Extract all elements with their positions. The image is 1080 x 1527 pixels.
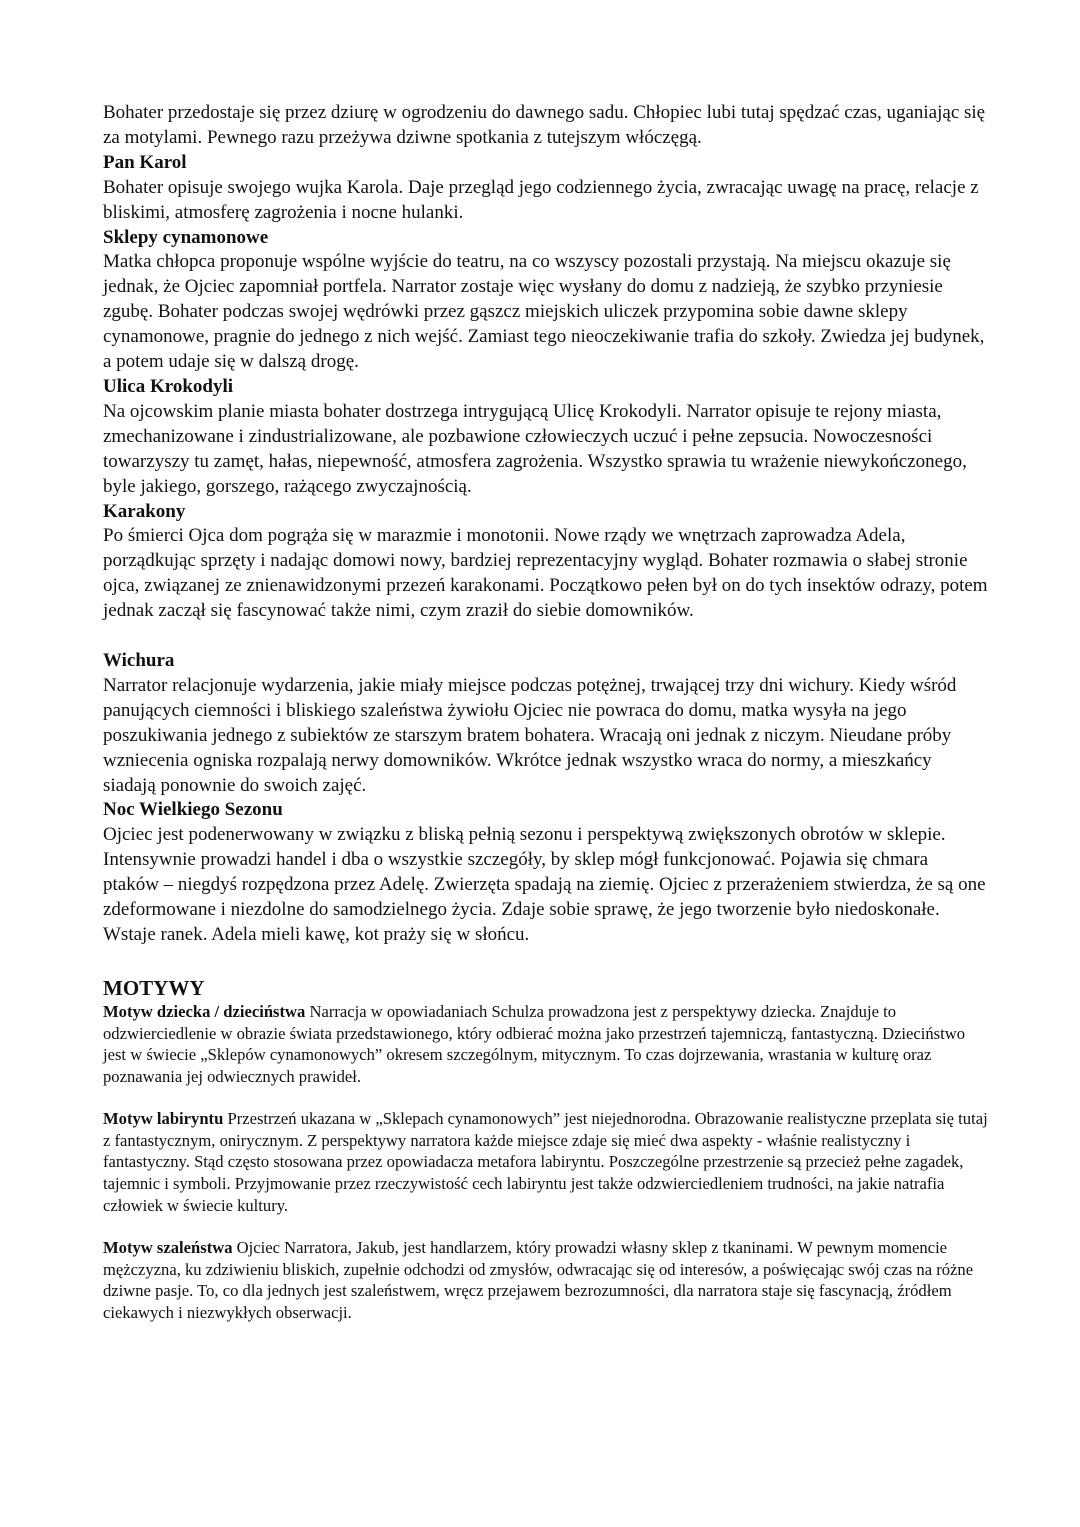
section-wichura (103, 649, 988, 798)
spacer (103, 624, 988, 649)
motif-paragraph (103, 1108, 988, 1216)
section-pan-karol (103, 151, 988, 226)
motif-title: Motyw labiryntu (103, 1109, 224, 1129)
motifs-section (103, 973, 988, 1324)
section-paragraph: Bohater opisuje swojego wujka Karola. Daje przegląd jego codziennego życia, zwracając uwagę na pracę, relacje z bliskimi, atmosferę zagrożenia i nocne hulanki. (103, 176, 979, 223)
motif-text: Przestrzeń ukazana w „Sklepach cynamonowych” jest niejednorodna. Obrazowanie realistyczne przeplata się tutaj z fantastycznym, onirycznym. Z perspektywy narratora każde miejsce zdaje się mieć dwa aspekty - właśnie realistyczny i fantastyczny. Stąd często stosowana przez opowiadacza metafora labiryntu. Poszczególne przestrzenie są przecież pełne zagadek, tajemnic i symboli. Przyjmowanie przez rzeczywistość cech labiryntu jest także odzwierciedleniem trudności, na jakie natrafia człowiek w świecie kultury. (103, 1109, 988, 1215)
spacer (103, 1087, 988, 1108)
section-ulica-krokodyli (103, 375, 988, 500)
section-heading: Karakony (103, 500, 186, 522)
section-heading: Ulica Krokodyli (103, 375, 234, 397)
section-noc-wielkiego-sezonu (103, 798, 988, 947)
section-karakony (103, 500, 988, 625)
spacer (103, 1216, 988, 1237)
section-paragraph: Po śmierci Ojca dom pogrąża się w marazmie i monotonii. Nowe rządy we wnętrzach zaprowadza Adela, porządkując sprzęty i nadając domowi nowy, bardziej reprezentacyjny wygląd. Bohater rozmawia o słabej stronie ojca, związanej ze znienawidzonymi przezeń karakonami. Początkowo pełen był on do tych insektów odrazy, potem jednak zaczął się fascynować także nimi, czym zraził do siebie domowników. (103, 525, 988, 622)
spacer (103, 948, 988, 973)
section-heading: Noc Wielkiego Sezonu (103, 799, 283, 821)
document-page (103, 101, 988, 1324)
section-sklepy-cynamonowe (103, 226, 988, 375)
section-paragraph: Matka chłopca proponuje wspólne wyjście do teatru, na co wszyscy pozostali przystają. Na miejscu okazuje się jednak, że Ojciec zapomniał portfela. Narrator zostaje więc wysłany do domu z nadzieją, że szybko przyniesie zgubę. Bohater podczas swojej wędrówki przez gąszcz miejskich uliczek przypomina sobie dawne sklepy cynamonowe, pragnie do jednego z nich wejść. Zamiast tego nieoczekiwanie trafia do szkoły. Zwiedza jej budynek, a potem udaje się w dalszą drogę. (103, 251, 985, 373)
section-heading: Sklepy cynamonowe (103, 226, 269, 248)
motif-paragraph (103, 1001, 988, 1087)
motifs-heading: MOTYWY (103, 975, 205, 1000)
motif-title: Motyw szaleństwa (103, 1238, 233, 1258)
motif-text: Ojciec Narratora, Jakub, jest handlarzem, który prowadzi własny sklep z tkaninami. W pewnym momencie mężczyzna, ku zdziwieniu bliskich, zupełnie odchodzi od zmysłów, odwracając się od interesów, a poświęcając swój czas na różne dziwne pasje. To, co dla jednych jest szaleństwem, wręcz przejawem bezrozumności, dla narratora staje się fascynacją, źródłem ciekawych i niezwykłych obserwacji. (103, 1238, 974, 1323)
intro-paragraph: Bohater przedostaje się przez dziurę w ogrodzeniu do dawnego sadu. Chłopiec lubi tutaj spędzać czas, uganiając się za motylami. Pewnego razu przeżywa dziwne spotkania z tutejszym włóczęgą. (103, 102, 986, 148)
section-paragraph: Na ojcowskim planie miasta bohater dostrzega intrygującą Ulicę Krokodyli. Narrator opisuje te rejony miasta, zmechanizowane i zindustrializowane, ale pozbawione człowieczych uczuć i pełne zepsucia. Nowoczesności towarzyszy tu zamęt, hałas, niepewność, atmosfera zagrożenia. Wszystko sprawia tu wrażenie niewykończonego, byle jakiego, gorszego, rażącego zwyczajnością. (103, 400, 967, 497)
section-paragraph: Narrator relacjonuje wydarzenia, jakie miały miejsce podczas potężnej, trwającej trzy dni wichury. Kiedy wśród panujących ciemności i bliskiego szaleństwa żywiołu Ojciec nie powraca do domu, matka wysyła na jego poszukiwania jednego z subiektów ze starszym bratem bohatera. Wracają oni jednak z niczym. Nieudane próby wzniecenia ogniska rozpalają nerwy domowników. Wkrótce jednak wszystko wraca do normy, a mieszkańcy siadają ponownie do swoich zajęć. (103, 674, 957, 796)
section-paragraph: Ojciec jest podenerwowany w związku z bliską pełnią sezonu i perspektywą zwiększonych obrotów w sklepie. Intensywnie prowadzi handel i dba o wszystkie szczegóły, by sklep mógł funkcjonować. Pojawia się chmara ptaków – niegdyś rozpędzona przez Adelę. Zwierzęta spadają na ziemię. Ojciec z przerażeniem stwierdza, że są one zdeformowane i niezdolne do samodzielnego życia. Zdaje sobie sprawę, że jego tworzenie było niedoskonałe. Wstaje ranek. Adela mieli kawę, kot praży się w słońcu. (103, 824, 986, 945)
motif-paragraph (103, 1237, 988, 1323)
section-heading: Wichura (103, 650, 175, 672)
motif-text: Narracja w opowiadaniach Schulza prowadzona jest z perspektywy dziecka. Znajduje to odzwierciedlenie w obrazie świata przedstawionego, który odbierać można jako przestrzeń tajemniczą, fantastyczną. Dzieciństwo jest w świecie „Sklepów cynamonowych” okresem szczególnym, mitycznym. To czas dojrzewania, wrastania w kulturę oraz poznawania jej odwiecznych prawideł. (103, 1001, 966, 1086)
section-heading: Pan Karol (103, 151, 187, 173)
motif-title: Motyw dziecka / dzieciństwa (103, 1001, 306, 1021)
